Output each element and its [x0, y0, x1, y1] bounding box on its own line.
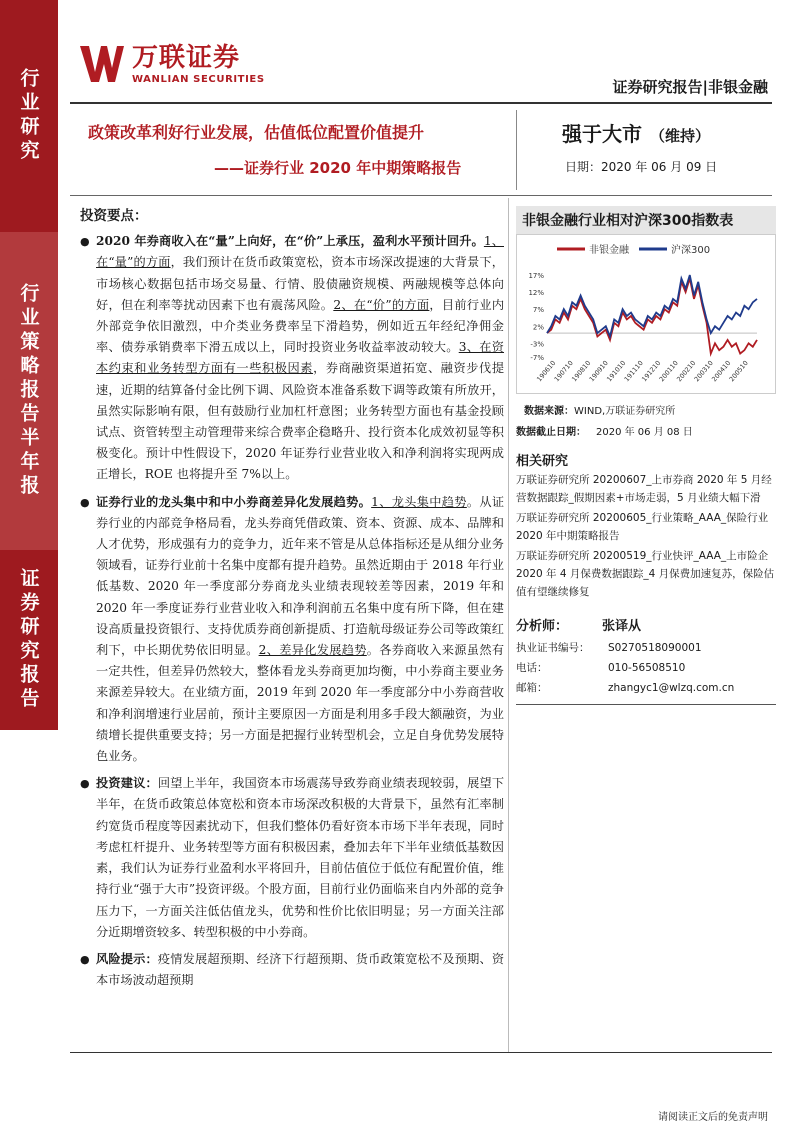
underlined-text: 1、在“量”的方面	[96, 234, 504, 270]
series-line-nonbank	[547, 278, 757, 353]
divider	[70, 195, 772, 196]
related-heading: 相关研究	[516, 454, 569, 469]
divider	[70, 102, 772, 104]
underlined-text: 2、在“价”的方面	[333, 297, 430, 312]
company-logo	[80, 44, 265, 85]
x-tick-label: 200410	[710, 359, 733, 384]
divider	[70, 1052, 772, 1053]
logo-english: WANLIAN SECURITIES	[132, 74, 265, 85]
lead-text: 风险提示：	[96, 951, 158, 966]
email-link[interactable]: zhangyc1@wlzq.com.cn	[608, 682, 735, 694]
section-heading: 投资要点：	[80, 208, 148, 224]
legend-label: 非银金融	[589, 245, 629, 256]
sidebar-label: 行业策略报告半年报	[17, 283, 40, 499]
sidebar-securities-report	[0, 550, 58, 730]
data-cutoff	[516, 423, 776, 438]
body-text: 疫情发展超预期、经济下行超预期、货币政策宽松不及预期、资本市场波动超预期	[96, 951, 505, 988]
body-text: ，券商融资渠道拓宽、融资步伐提速，近期的结算备付金比例下调、风险资本准备系数下调等政策有所放开，虽然实际影响有限，但有鼓励行业加杠杆意图；业务转型方面也有基金投顾试点、资管转型主动管理带来综合费率企稳略升、投行资本化成效初显等积极变化。预计中性假设下，2020 年证券行业营业收入和净利润将实现两成正增长，ROE 也将提升至 7%以上。	[96, 361, 505, 482]
logo-chinese: 万联证券	[132, 43, 241, 73]
key-point-1	[80, 231, 504, 485]
chart-title: 非银金融行业相对沪深300指数表	[516, 206, 776, 234]
x-tick-label: 190710	[552, 359, 575, 384]
disclaimer-note: 请阅读正文后的免责声明	[658, 1112, 768, 1123]
report-subtitle: ——证券行业 2020 年中期策略报告	[214, 159, 462, 177]
report-category: 证券研究报告|非银金融	[612, 78, 768, 96]
key-point-2	[80, 492, 504, 768]
y-tick-label: -7%	[530, 354, 544, 362]
email-label: 邮箱：	[516, 682, 548, 694]
lead-text: 证券行业的龙头集中和中小券商差异化发展趋势。	[96, 494, 372, 509]
report-date: 日期：2020 年 06 月 09 日	[565, 160, 718, 174]
sidebar-label: 行业研究	[17, 68, 40, 164]
underlined-text: 1、龙头集中趋势	[371, 494, 467, 509]
rating	[562, 118, 710, 147]
x-tick-label: 191110	[622, 359, 645, 384]
rating-note: （维持）	[650, 127, 711, 145]
related-item[interactable]: 万联证券研究所 20200607_上市券商 2020 年 5 月经营数据跟踪_假期因素+市场走弱，5 月业绩大幅下滑	[516, 474, 772, 504]
x-tick-label: 200510	[727, 359, 750, 384]
main-content	[80, 206, 504, 997]
lead-text: 2020 年券商收入在“量”上向好，在“价”上承压，盈利水平预计回升。	[96, 234, 484, 249]
rating-value: 强于大市	[562, 122, 642, 146]
divider	[516, 110, 517, 190]
sidebar-report-type	[0, 232, 58, 550]
y-tick-label: -3%	[530, 340, 544, 349]
x-tick-label: 190610	[535, 359, 558, 384]
source-label: 数据来源：	[524, 406, 574, 417]
cert-value: S0270518090001	[608, 642, 702, 654]
chart	[516, 234, 776, 394]
underlined-text: 3、在资本约束和业务转型方面有一些积极因素	[96, 340, 504, 376]
x-tick-label: 200110	[657, 359, 680, 384]
body-text: 。从证券行业的内部竞争格局看，龙头券商凭借政策、资本、资源、成本、品牌和人才优势，形成强有力的竞争力，近年来不管是从总体指标还是从细分业务领域看，证券行业前十名集中度都有提升趋势。虽然近期由于 2018 年行业低基数、2020 年一季度部分券商龙头业绩表现较差等因素，2019 年和 2020 年一季度证券行业营业收入和净利润前五名集中度有所下降，但在建设高质量投资银行、支持优质券商创新提质、打造航母级证券公司等政策红利下，中长期优势依旧明显。	[96, 494, 505, 658]
related-item[interactable]: 万联证券研究所 20200605_行业策略_AAA_保险行业 2020 年中期策略报告	[516, 512, 769, 542]
body-text: ，我们预计在货币政策宽松，资本市场深改提速的大背景下，市场核心数据包括市场交易量、行情、股债融资规模、两融规模等总体向好，但在利率等扰动因素下也有震荡风险。	[96, 255, 504, 312]
body-text: 。各券商收入来源虽然有一定共性，但差异仍然较大，整体看龙头券商更加均衡，中小券商主要业务来源差异较大。在业绩方面，2019 年到 2020 年一季度部分中小券商营收和净利润增速行业居前，预计主要原因一方面是利用多手段大额融资，为业绩增长提供重要支持；另一方面是把握行业转型机会，立足自身优势发展特色业务。	[96, 643, 505, 764]
legend-label: 沪深300	[671, 245, 711, 256]
report-title: 政策改革利好行业发展，估值低位配置价值提升	[88, 123, 425, 142]
y-tick-label: 2%	[532, 323, 544, 332]
analyst-name: 张译从	[602, 619, 642, 634]
cutoff-label: 数据截止日期：	[516, 427, 586, 438]
key-point-3	[80, 773, 504, 943]
body-text: 回望上半年，我国资本市场震荡导致券商业绩表现较弱，展望下半年，在货币政策总体宽松和资本市场深改积极的大背景下，虽然有汇率制约宽货币程度等因素扰动下，但我们整体仍看好资本市场下半年表现，同时考虑杠杆提升、业务转型等方面有积极因素，叠加去年下半年业绩低基数因素，我们认为证券行业盈利水平将回升，目前估值位于低位有配置价值，维持行业“强于大市”投资评级。个股方面，目前行业仍面临来自内外部的竞争压力下，一方面关注低估值龙头，优势和性价比依旧明显；另一方面关注部分近期增资较多、转型积极的中小券商。	[96, 776, 505, 939]
key-point-4	[80, 949, 504, 991]
body-text: ，目前行业内外部竞争依旧激烈，中介类业务费率呈下滑趋势，例如近五年经纪净佣金率、债券承销费率下滑五成以上，同时投资业务收益率波动较大。	[96, 297, 505, 355]
sidebar-label: 证券研究报告	[17, 568, 40, 712]
column-divider	[508, 198, 509, 1053]
source-value: WIND,万联证券研究所	[574, 406, 676, 417]
related-list	[516, 471, 776, 601]
tel-label: 电话：	[516, 662, 548, 674]
x-tick-label: 200310	[692, 359, 715, 384]
y-tick-label: 12%	[528, 289, 544, 298]
divider	[516, 704, 776, 705]
x-tick-label: 191010	[605, 359, 628, 384]
data-source	[524, 402, 776, 417]
x-tick-label: 190910	[587, 359, 610, 384]
y-tick-label: 7%	[532, 306, 544, 315]
analyst-info	[516, 638, 776, 698]
y-tick-label: 17%	[528, 272, 544, 280]
analyst-label: 分析师：	[516, 619, 569, 634]
cutoff-value: 2020 年 06 月 08 日	[596, 427, 693, 438]
sidebar-industry-research	[0, 0, 58, 232]
related-item[interactable]: 万联证券研究所 20200519_行业快评_AAA_上市险企 2020 年 4 月保费数据跟踪_4 月保费加速复苏，保险估值有望继续修复	[516, 550, 775, 598]
right-column	[516, 206, 776, 705]
x-tick-label: 190810	[570, 359, 593, 384]
w-logo-icon	[80, 44, 124, 84]
analyst	[516, 615, 776, 634]
x-tick-label: 200210	[675, 359, 698, 384]
lead-text: 投资建议：	[96, 776, 158, 791]
x-tick-label: 191210	[640, 359, 663, 384]
tel-value: 010-56508510	[608, 662, 686, 674]
underlined-text: 2、差异化发展趋势	[258, 643, 367, 658]
chart-svg	[517, 235, 775, 393]
cert-label: 执业证书编号：	[516, 642, 590, 654]
